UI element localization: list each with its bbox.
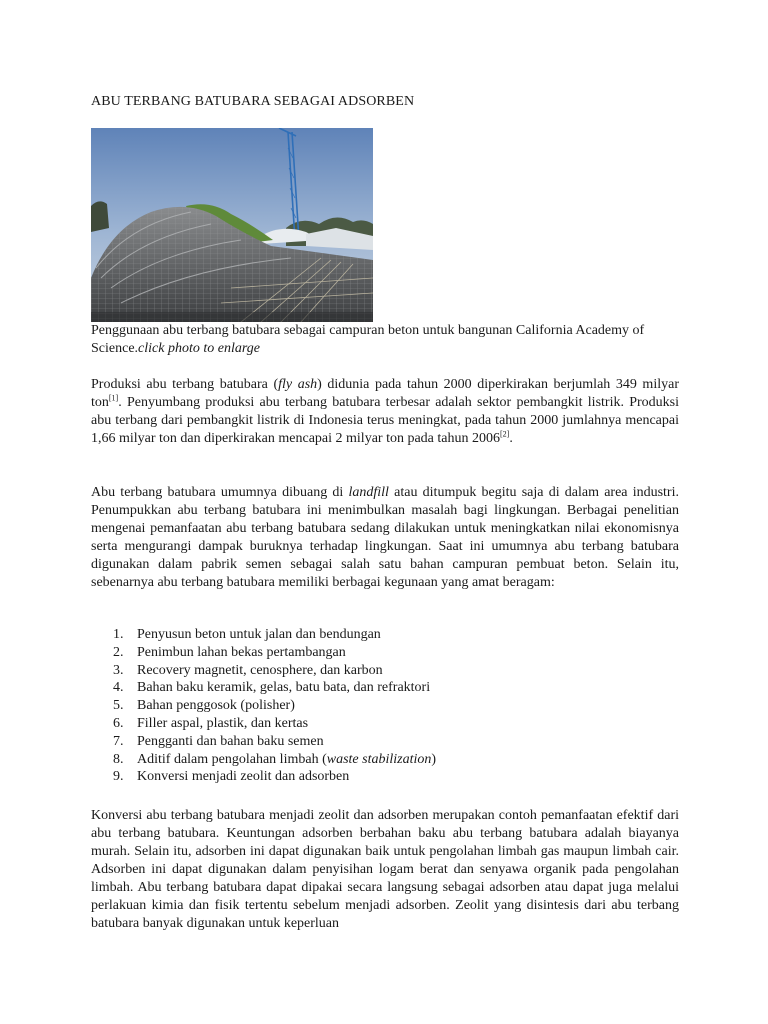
- photo-caption: [91, 322, 679, 358]
- paragraph-conversion: Konversi abu terbang batubara menjadi zeolit dan adsorben merupakan contoh pemanfaatan efektif dari abu terbang batubara. Keuntungan adsorben berbahan baku abu terbang batubara adalah biayanya murah. Selain itu, adsorben ini dapat digunakan baik untuk pengolahan limbah gas maupun limbah cair. Adsorben ini dapat digunakan dalam penyisihan logam berat dan senyawa organik pada pengolahan limbah. Abu terbang batubara dapat dipakai secara langsung sebagai adsorben atau dapat juga melalui perlakuan kimia dan fisik tertentu sebelum menjadi adsorben. Zeolit yang disintesis dari abu terbang batubara banyak digunakan untuk keperluan: [91, 808, 679, 931]
- list-item-number: 1.: [113, 627, 124, 642]
- list-item-text: Penyusun beton untuk jalan dan bendungan: [137, 627, 381, 642]
- list-item-number: 5.: [113, 698, 124, 714]
- list-item-text: Aditif dalam pengolahan limbah (: [137, 751, 327, 767]
- paragraph-production: [91, 376, 679, 448]
- p1-text-d: .: [509, 431, 513, 446]
- list-item-text: Pengganti dan bahan baku semen: [137, 733, 324, 749]
- list-item: [91, 679, 651, 697]
- list-item: [91, 715, 651, 733]
- list-item-text: Konversi menjadi zeolit dan adsorben: [137, 769, 350, 785]
- list-item: [91, 697, 651, 715]
- list-item: [91, 662, 651, 680]
- list-item-text: Penimbun lahan bekas pertambangan: [137, 644, 346, 660]
- list-item-text: Bahan baku keramik, gelas, batu bata, dan refraktori: [137, 680, 431, 696]
- enlarge-photo-link[interactable]: click photo to enlarge: [138, 341, 260, 356]
- list-item-number: 6.: [113, 715, 124, 731]
- list-item: [91, 751, 651, 769]
- list-item: [91, 644, 651, 662]
- list-item-number: 3.: [113, 662, 124, 678]
- paragraph-disposal: [91, 484, 679, 592]
- list-item-number: 9.: [113, 769, 124, 785]
- list-item-text: Recovery magnetit, cenosphere, dan karbon: [137, 662, 383, 678]
- list-item-number: 4.: [113, 680, 124, 696]
- p1-text-a: Produksi abu terbang batubara (: [91, 377, 279, 392]
- caption-text: Penggunaan abu terbang batubara sebagai campuran beton untuk bangunan California Academy of Science.: [91, 323, 645, 356]
- page-title: ABU TERBANG BATUBARA SEBAGAI ADSORBEN: [91, 94, 415, 109]
- footnote-ref-2[interactable]: [2]: [500, 429, 510, 439]
- p2-text-a: Abu terbang batubara umumnya dibuang di: [91, 485, 349, 500]
- p1-text-c: . Penyumbang produksi abu terbang batubara terbesar adalah sektor pembangkit listrik. Produksi abu terbang dari pembangkit listrik di Indonesia terus meningkat, pada tahun 2000 jumlahnya mencapai 1,66 milyar ton dan diperkirakan mencapai 2 milyar ton pada tahun 2006: [91, 395, 679, 446]
- list-item-text: Bahan penggosok (polisher): [137, 698, 295, 714]
- list-item-text: Filler aspal, plastik, dan kertas: [137, 715, 309, 731]
- uses-list: [91, 626, 651, 786]
- list-item: [91, 626, 651, 644]
- list-item-number: 2.: [113, 644, 124, 660]
- list-item: [91, 768, 651, 786]
- waste-stabilization-term: waste stabilization: [326, 751, 432, 767]
- list-item-number: 8.: [113, 751, 124, 767]
- list-item-text-after: ): [431, 751, 437, 767]
- list-item: [91, 733, 651, 751]
- construction-photo[interactable]: [91, 128, 373, 322]
- fly-ash-term: fly ash: [278, 377, 318, 392]
- landfill-term: landfill: [348, 485, 389, 500]
- list-item-number: 7.: [113, 733, 124, 749]
- p1-text-b: ) didunia pada tahun 2000 diperkirakan berjumlah 349 milyar ton: [91, 377, 679, 410]
- p2-text-b: atau ditumpuk begitu saja di dalam area industri. Penumpukkan abu terbang batubara ini menimbulkan masalah bagi lingkungan. Berbagai penelitian mengenai pemanfaatan abu terbang batubara sedang dilakukan untuk meningkatkan nilai ekonomisnya serta mengurangi dampak buruknya terhadap lingkungan. Saat ini umumnya abu terbang batubara digunakan dalam pabrik semen sebagai salah satu bahan campuran pembuat beton. Selain itu, sebenarnya abu terbang batubara memiliki berbagai kegunaan yang amat beragam:: [91, 485, 679, 590]
- footnote-ref-1[interactable]: [1]: [108, 393, 119, 403]
